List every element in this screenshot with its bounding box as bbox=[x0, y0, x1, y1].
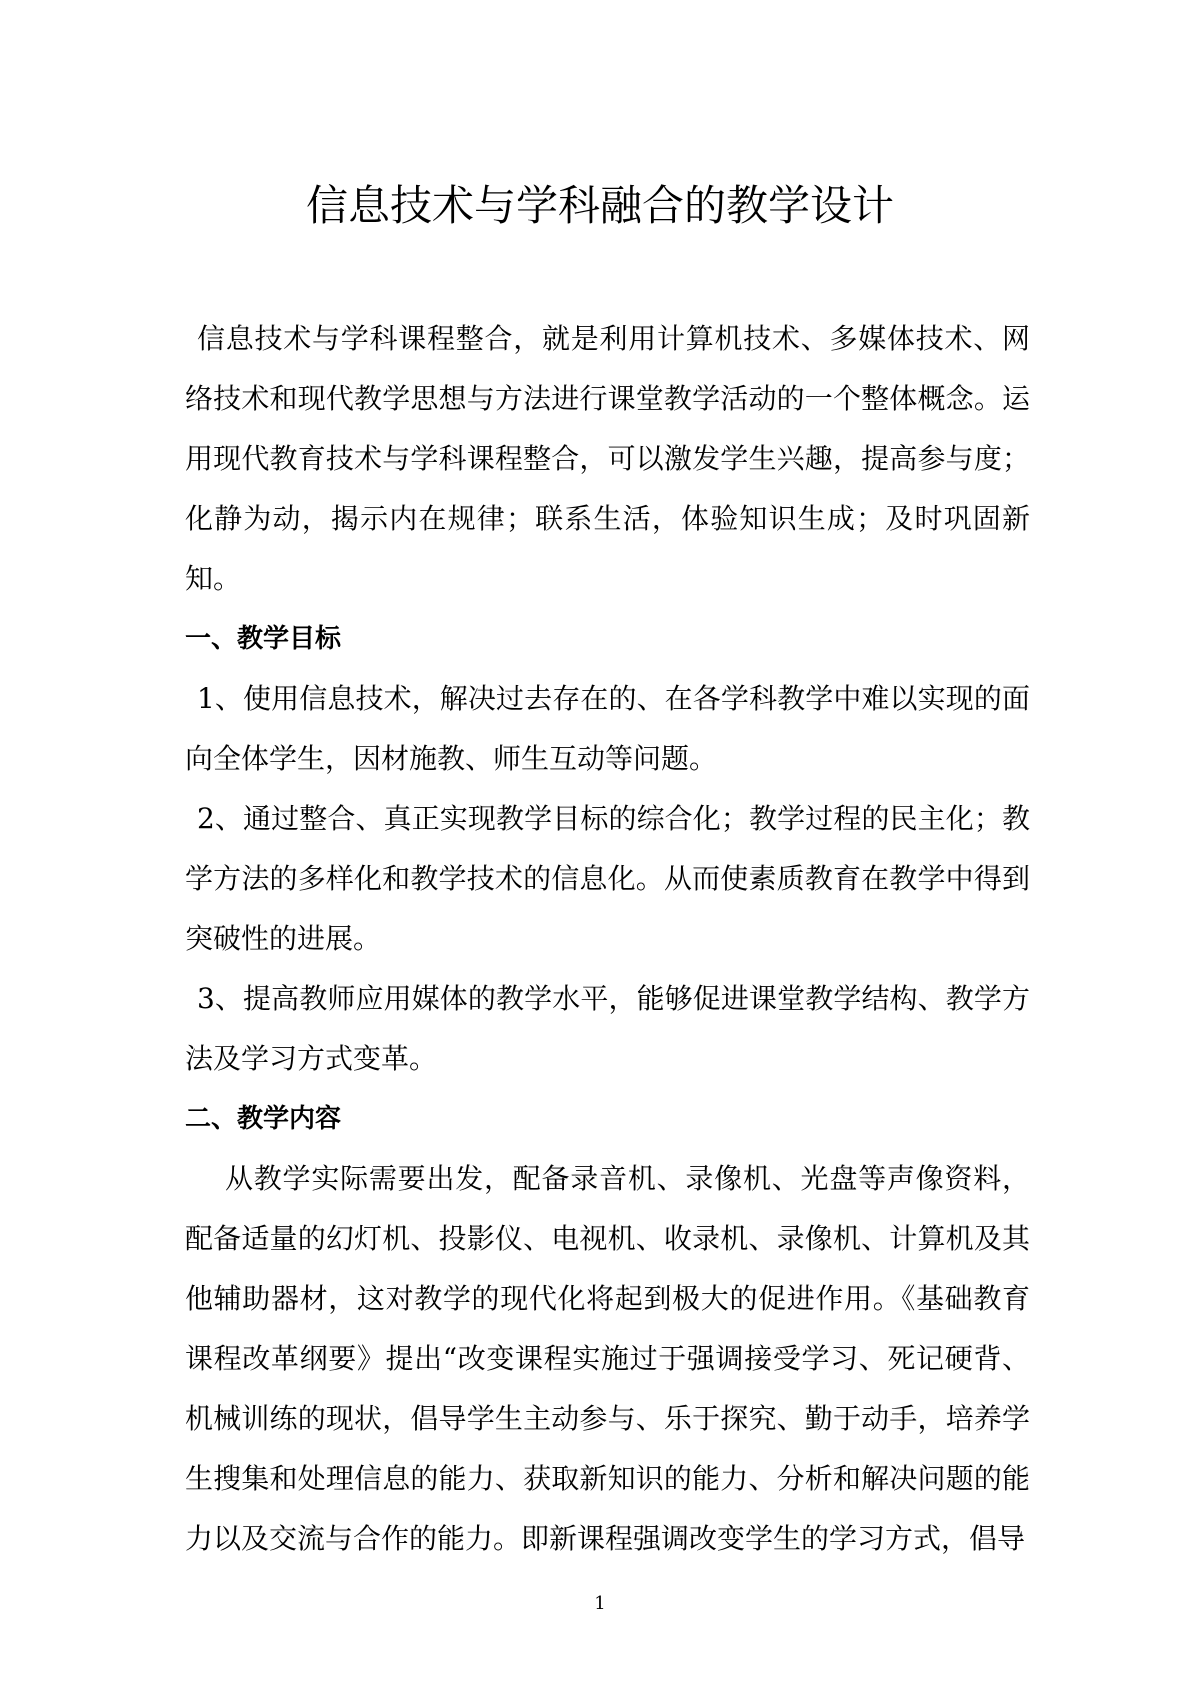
objective-item-3: 3、提高教师应用媒体的教学水平，能够促进课堂教学结构、教学方法及学习方式变革。 bbox=[185, 982, 1030, 1075]
document-title: 信息技术与学科融合的教学设计 bbox=[305, 181, 894, 230]
objective-item-1: 1、使用信息技术，解决过去存在的、在各学科教学中难以实现的面向全体学生，因材施教、师生互动等问题。 bbox=[185, 682, 1030, 775]
section-heading-objectives: 一、教学目标 bbox=[185, 624, 342, 654]
content-paragraph: 从教学实际需要出发，配备录音机、录像机、光盘等声像资料，配备适量的幻灯机、投影仪、电视机、收录机、录像机、计算机及其他辅助器材，这对教学的现代化将起到极大的促进作用。《基础教育课程改革纲要》提出“改变课程实施过于强调接受学习、死记硬背、机械训练的现状，倡导学生主动参与、乐于探究、勤于动手，培养学生搜集和处理信息的能力、获取新知识的能力、分析和解决问题的能力以及交流与合作的能力。即新课程强调改变学生的学习方式，倡导 bbox=[185, 1162, 1030, 1555]
section-heading-content: 二、教学内容 bbox=[185, 1104, 342, 1134]
intro-paragraph: 信息技术与学科课程整合，就是利用计算机技术、多媒体技术、网络技术和现代教学思想与方法进行课堂教学活动的一个整体概念。运用现代教育技术与学科课程整合，可以激发学生兴趣，提高参与度；化静为动，揭示内在规律；联系生活，体验知识生成；及时巩固新知。 bbox=[185, 322, 1030, 595]
page-number: 1 bbox=[594, 1593, 606, 1614]
objective-item-2: 2、通过整合、真正实现教学目标的综合化；教学过程的民主化；教学方法的多样化和教学技术的信息化。从而使素质教育在教学中得到突破性的进展。 bbox=[185, 802, 1030, 955]
document-body bbox=[185, 309, 1030, 1569]
